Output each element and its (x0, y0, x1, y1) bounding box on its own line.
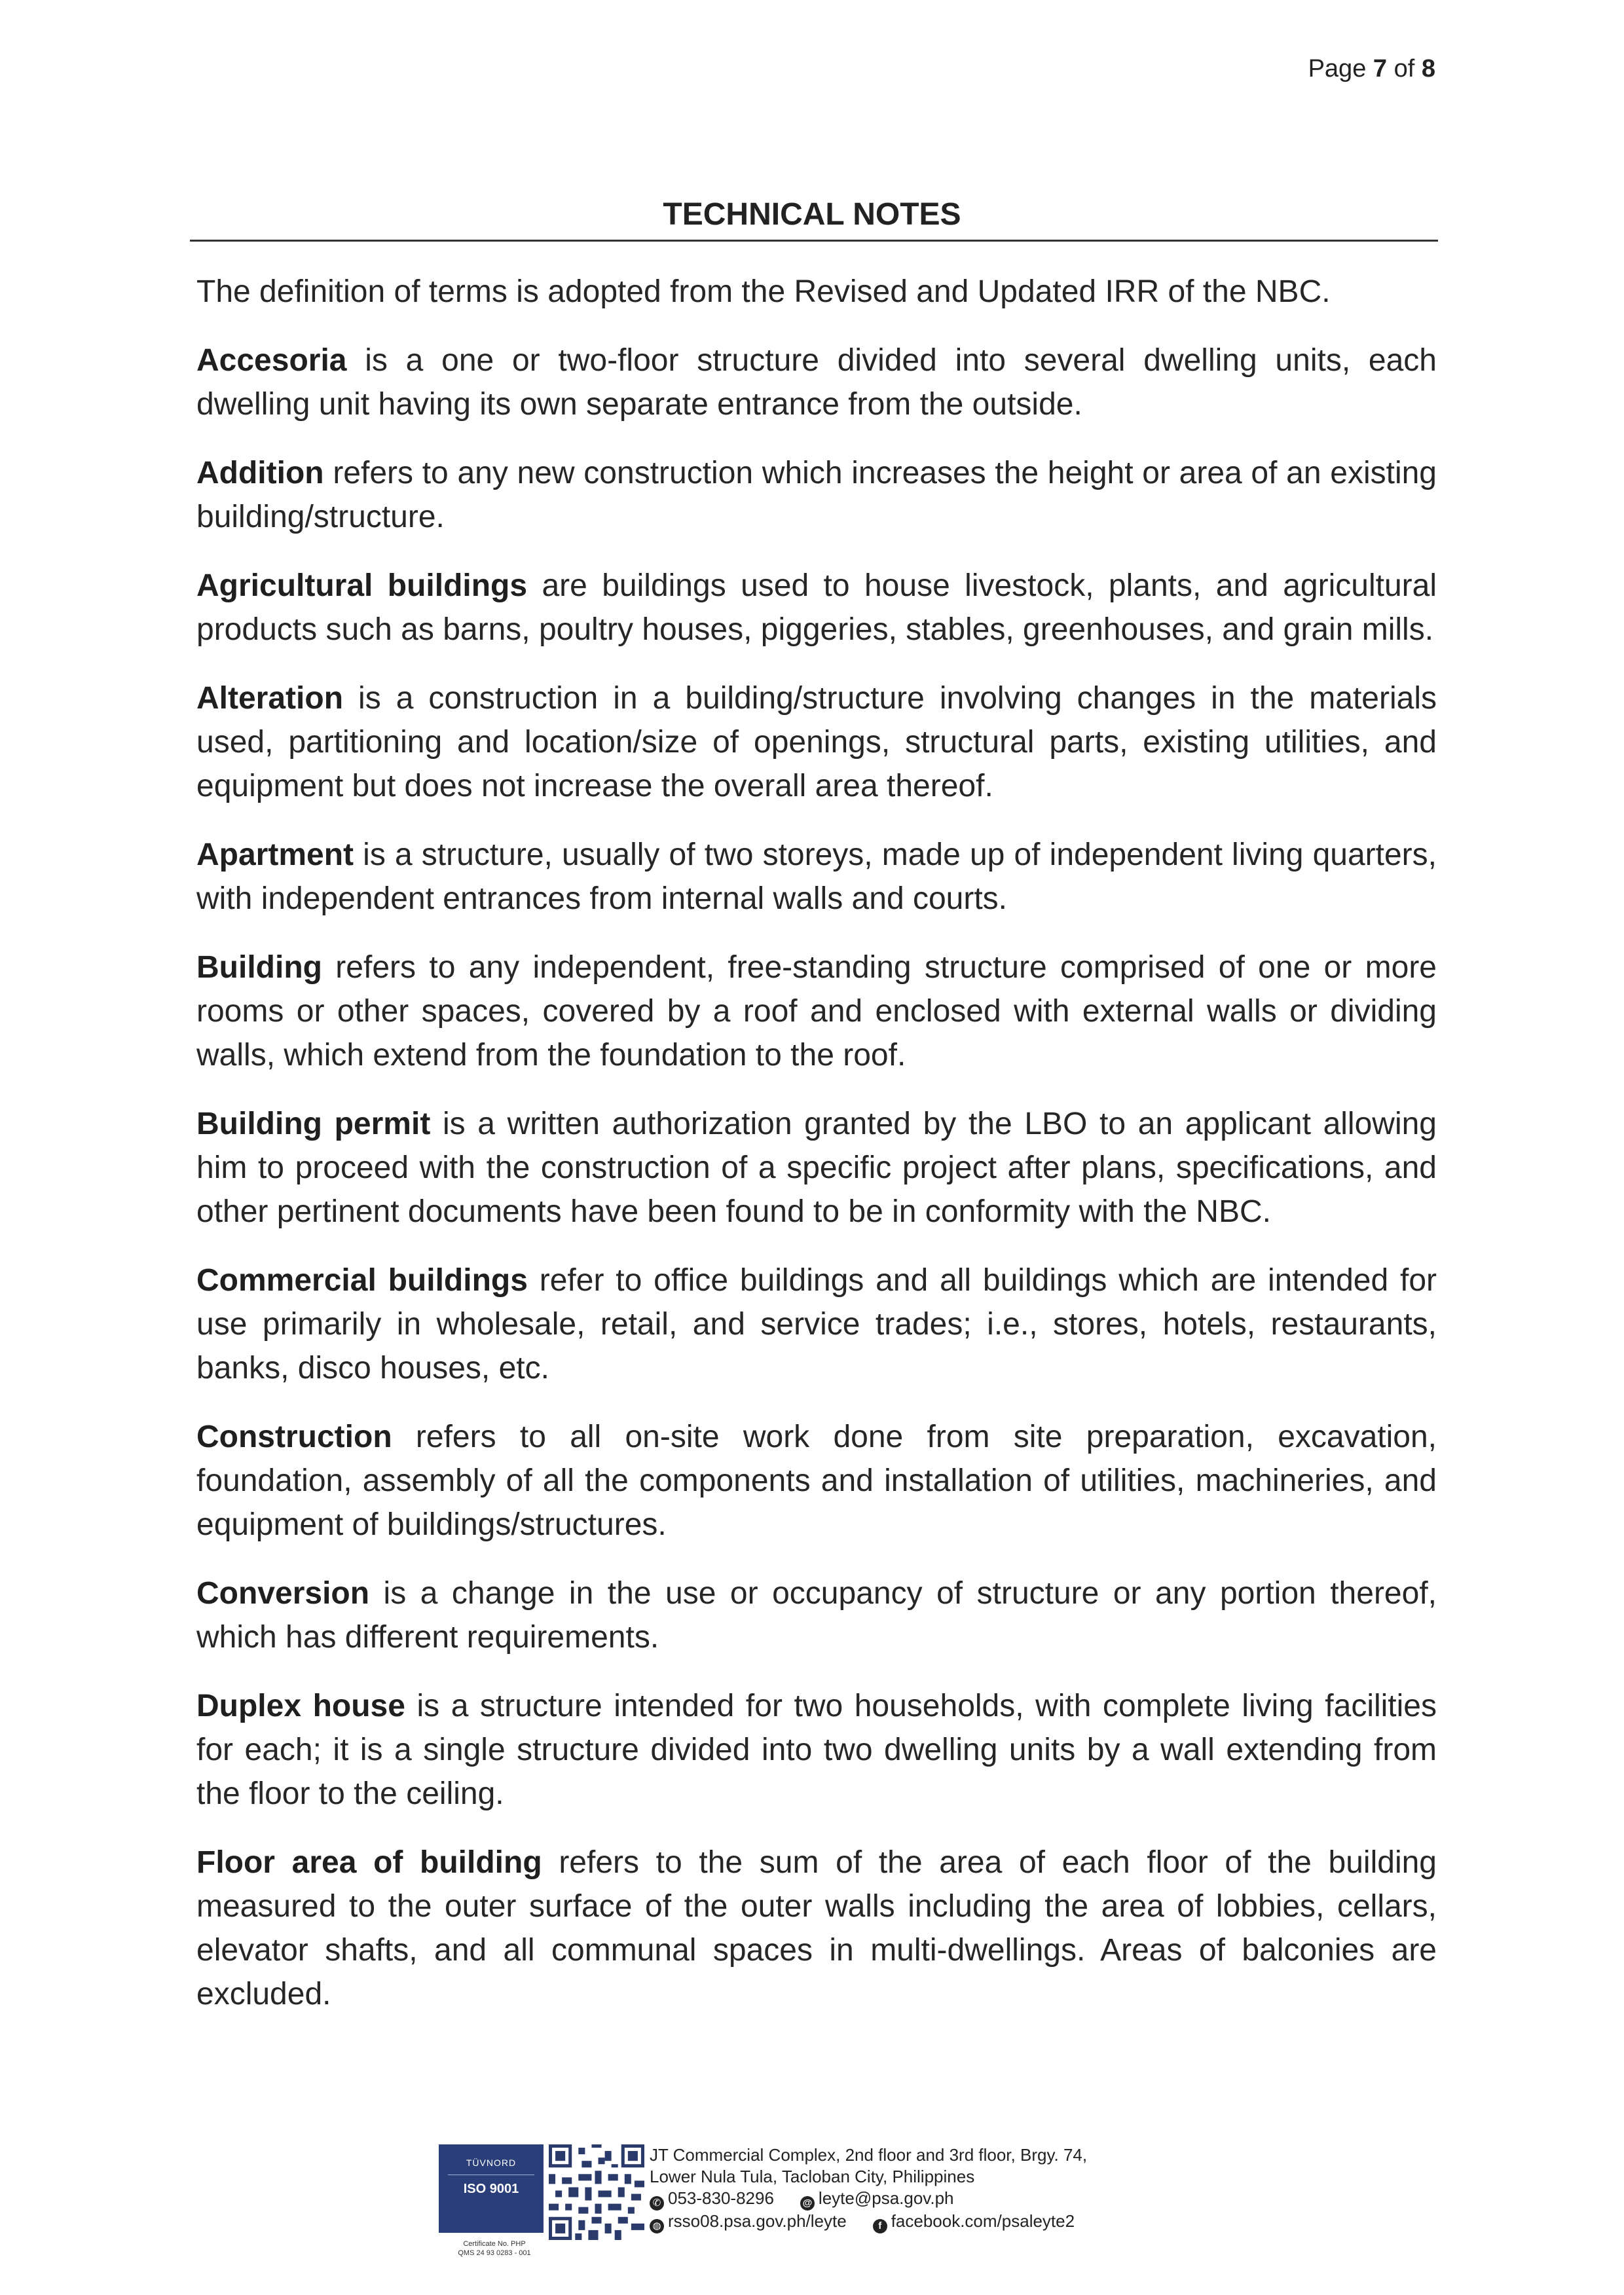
term-definition (196, 946, 1437, 1077)
term-name: Floor area of building (196, 1845, 542, 1880)
contact-row-2 (650, 2211, 1291, 2233)
term-text: are buildings used to house livestock, plants, and agricultural products such as barns, poultry houses, piggeries, stables, greenhouses, and grain mills. (196, 568, 1437, 647)
term-definition (196, 1102, 1437, 1234)
phone-icon: ✆ (650, 2196, 664, 2211)
term-name: Building (196, 950, 322, 985)
page-total: 8 (1421, 55, 1435, 83)
title-divider (190, 240, 1438, 242)
term-text: is a structure intended for two households, with complete living facilities for each; it is a single structure divided into two dwelling units by a wall extending from the floor to the ceiling. (196, 1689, 1437, 1811)
term-name: Apartment (196, 837, 354, 872)
page-of: of (1393, 55, 1415, 83)
phone-number: 053-830-8296 (668, 2188, 774, 2208)
facebook-link[interactable]: facebook.com/psaleyte2 (891, 2211, 1075, 2231)
term-name: Alteration (196, 681, 344, 716)
address-line-2: Lower Nula Tula, Tacloban City, Philippines (650, 2167, 975, 2186)
term-text: is a structure, usually of two storeys, made up of independent living quarters, with independent entrances from internal walls and courts. (196, 837, 1437, 916)
term-name: Addition (196, 456, 324, 490)
term-name: Building permit (196, 1107, 431, 1141)
intro-paragraph: The definition of terms is adopted from the Revised and Updated IRR of the NBC. (196, 274, 1331, 309)
page-number (1308, 55, 1435, 83)
facebook-contact[interactable] (873, 2211, 1075, 2233)
term-definition (196, 339, 1437, 426)
certificate-number (439, 2239, 550, 2258)
term-text: is a one or two-floor structure divided into several dwelling units, each dwelling unit having its own separate entrance from the outside. (196, 343, 1437, 422)
term-definition (196, 1415, 1437, 1547)
facebook-icon: f (873, 2219, 887, 2233)
term-definition (196, 676, 1437, 808)
term-text: refers to any independent, free-standing structure comprised of one or more rooms or other spaces, covered by a roof and enclosed with external walls or dividing walls, which extend from the foundation to the roof. (196, 950, 1437, 1073)
term-text: refer to office buildings and all buildings which are intended for use primarily in wholesale, retail, and service trades; i.e., stores, hotels, restaurants, banks, disco houses, etc. (196, 1263, 1437, 1386)
cert-line-2: QMS 24 93 0283 - 001 (458, 2249, 531, 2257)
term-definition (196, 833, 1437, 921)
terms-list (196, 339, 1437, 2016)
iso-standard: ISO 9001 (463, 2182, 519, 2196)
email-icon: @ (800, 2196, 815, 2211)
term-text: refers to any new construction which increases the height or area of an existing building/structure. (196, 456, 1437, 534)
website-link[interactable]: rsso08.psa.gov.ph/leyte (668, 2211, 847, 2231)
iso-certification-logo (439, 2144, 544, 2233)
term-definition (196, 451, 1437, 539)
term-name: Commercial buildings (196, 1263, 528, 1298)
globe-icon: ◍ (650, 2219, 664, 2233)
term-definition (196, 1841, 1437, 2016)
email-contact[interactable] (800, 2188, 954, 2211)
term-definition (196, 1258, 1437, 1390)
term-name: Duplex house (196, 1689, 405, 1723)
address-line-1: JT Commercial Complex, 2nd floor and 3rd floor, Brgy. 74, (650, 2145, 1088, 2165)
footer (439, 2144, 1290, 2282)
qr-code-icon (549, 2144, 644, 2240)
iso-brand: TÜVNORD (466, 2157, 517, 2168)
document-body (196, 270, 1437, 2041)
term-name: Construction (196, 1420, 392, 1454)
cert-line-1: Certificate No. PHP (463, 2240, 526, 2248)
term-text: is a change in the use or occupancy of structure or any portion thereof, which has different requirements. (196, 1576, 1437, 1655)
term-definition (196, 1684, 1437, 1816)
term-definition (196, 1571, 1437, 1659)
page-prefix: Page (1308, 55, 1367, 83)
page-title: TECHNICAL NOTES (663, 197, 961, 232)
term-text: is a construction in a building/structure involving changes in the materials used, partitioning and location/size of openings, structural parts, existing utilities, and equipment but does not increase the overall area thereof. (196, 681, 1437, 803)
contact-row-1 (650, 2188, 1291, 2211)
email-address[interactable]: leyte@psa.gov.ph (818, 2188, 954, 2208)
term-name: Conversion (196, 1576, 370, 1611)
term-name: Agricultural buildings (196, 568, 528, 603)
term-text: refers to all on-site work done from site preparation, excavation, foundation, assembly of all the components and installation of utilities, machineries, and equipment of buildings/structures. (196, 1420, 1437, 1542)
phone-contact (650, 2188, 774, 2211)
term-definition (196, 564, 1437, 652)
term-text: refers to the sum of the area of each floor of the building measured to the outer surface of the outer walls including the area of lobbies, cellars, elevator shafts, and all communal spaces in multi-dwellings. Areas of balconies are excluded. (196, 1845, 1437, 2011)
contact-info (650, 2144, 1291, 2233)
term-name: Accesoria (196, 343, 347, 378)
term-text: is a written authorization granted by the LBO to an applicant allowing him to proceed with the construction of a specific project after plans, specifications, and other pertinent documents have been found to be in conformity with the NBC. (196, 1107, 1437, 1229)
website-contact[interactable] (650, 2211, 847, 2233)
page-current: 7 (1373, 55, 1388, 83)
